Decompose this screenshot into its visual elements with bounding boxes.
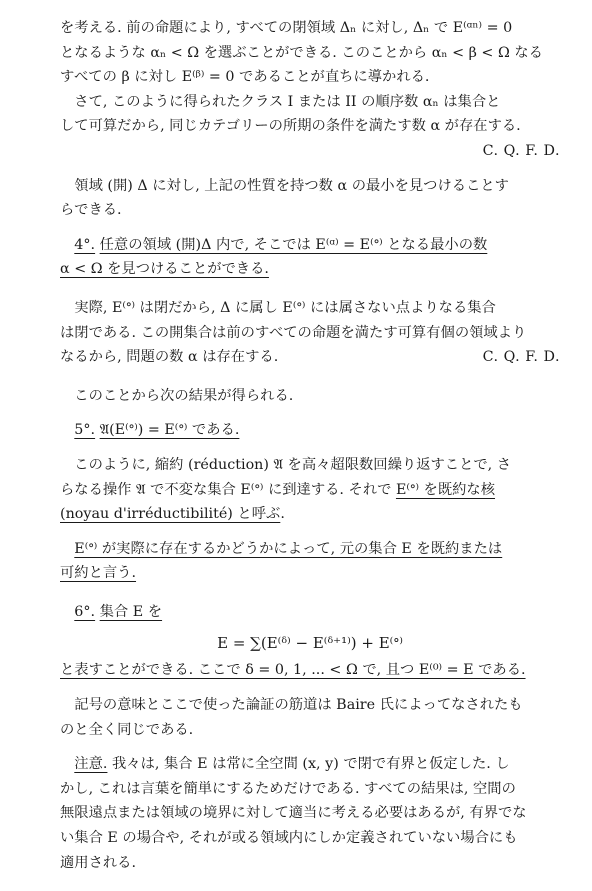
qed-text: C. Q. F. D. <box>482 349 560 366</box>
definition-text: (noyau d'irréductibilité) と呼ぶ <box>60 506 281 523</box>
text-line: なるから, 問題の数 α は存在する. <box>60 349 279 366</box>
definition-text: 可約と言う. <box>60 565 137 582</box>
text-line: 無限遠点または領域の境界に対して適当に考える必要はあるが, 有界でな <box>60 805 527 822</box>
proposition-6 <box>60 600 560 625</box>
text-line: かし, これは言葉を簡単にするためだけである. すべての結果は, 空間の <box>60 780 516 797</box>
text-line: 適用される. <box>60 854 137 871</box>
text-line: となるような αₙ < Ω を選ぶことができる. このことから αₙ < β < Ω なる <box>60 44 543 61</box>
text-line: を考える. 前の命題により, すべての閉領域 Δₙ に対し, Δₙ で E⁽ᵅⁿ⁾ = 0 <box>60 20 513 36</box>
definition-text: E⁽ᐤ⁾ が実際に存在するかどうかによって, 元の集合 E を既約または <box>74 540 503 557</box>
text-line: 記号の意味とここで使った論証の筋道は Baire 氏によってなされたも <box>74 697 523 714</box>
note-label: 注意. <box>74 756 108 773</box>
paragraph-3 <box>60 174 560 223</box>
text-line: さて, このように得られたクラス I または II の順序数 αₙ は集合と <box>74 93 501 110</box>
paragraph-6 <box>60 384 560 409</box>
text-line: は閉である. この開集合は前のすべての命題を満たす可算有個の領域より <box>60 324 527 341</box>
qed-mark <box>60 139 560 164</box>
paragraph-5-end <box>60 345 560 370</box>
proposition-6-end <box>60 658 560 683</box>
display-formula: E = ∑(E⁽ᵟ⁾ − E⁽ᵟ⁺¹⁾) + E⁽ᐤ⁾ <box>217 634 403 653</box>
text-line: らできる. <box>60 202 122 219</box>
note-paragraph <box>60 752 560 875</box>
text-line: このことから次の結果が得られる. <box>74 387 294 404</box>
proposition-text: α < Ω を見つけることができる. <box>60 261 269 278</box>
proposition-text: 𝔄(E⁽ᐤ⁾) = E⁽ᐤ⁾ である. <box>99 422 240 439</box>
paragraph-2 <box>60 90 560 139</box>
proposition-number: 6°. <box>74 603 96 620</box>
paragraph-8 <box>60 537 560 586</box>
proposition-text: 集合 E を <box>99 603 163 620</box>
text-line: 領域 (開) Δ に対し, 上記の性質を持つ数 α の最小を見つけることす <box>74 177 509 194</box>
text-line: 我々は, 集合 E は常に全空間 (x, y) で閉で有界と仮定した. し <box>107 756 510 773</box>
text-line: して可算だから, 同じカテゴリーの所期の条件を満たす数 α が存在する. <box>60 118 521 135</box>
proposition-text: と表すことができる. ここで δ = 0, 1, ... < Ω で, 且つ E⁽⁰⁾ = E である. <box>60 662 526 679</box>
text-line: . <box>280 506 285 523</box>
proposition-4 <box>60 233 560 282</box>
page-body <box>60 16 560 875</box>
proposition-number: 4°. <box>74 236 96 253</box>
text-line: のと全く同じである. <box>60 721 194 738</box>
qed-text: C. Q. F. D. <box>482 142 560 159</box>
proposition-text: 任意の領域 (開)Δ 内で, そこでは E⁽ᵅ⁾ = E⁽ᐤ⁾ となる最小の数 <box>99 236 488 253</box>
text-line: 実際, E⁽ᐤ⁾ は閉だから, Δ に属し E⁽ᐤ⁾ には属さない点よりなる集合 <box>74 299 496 316</box>
proposition-number: 5°. <box>74 422 96 439</box>
paragraph-5 <box>60 296 560 345</box>
paragraph-9 <box>60 693 560 742</box>
text-line: すべての β に対し E⁽ᵝ⁾ = 0 であることが直ちに導かれる. <box>60 69 430 86</box>
definition-text: E⁽ᐤ⁾ を既約な核 <box>395 481 496 498</box>
text-line: らなる操作 𝔄 で不変な集合 E⁽ᐤ⁾ に到達する. それで <box>60 481 396 498</box>
text-line: このように, 縮約 (réduction) 𝔄 を高々超限数回繰り返すことで, さ <box>74 456 512 473</box>
proposition-5 <box>60 418 560 443</box>
text-line: い集合 E の場合や, それが或る領域内にしか定義されていない場合にも <box>60 830 518 847</box>
paragraph-7 <box>60 453 560 527</box>
paragraph-1 <box>60 16 560 90</box>
